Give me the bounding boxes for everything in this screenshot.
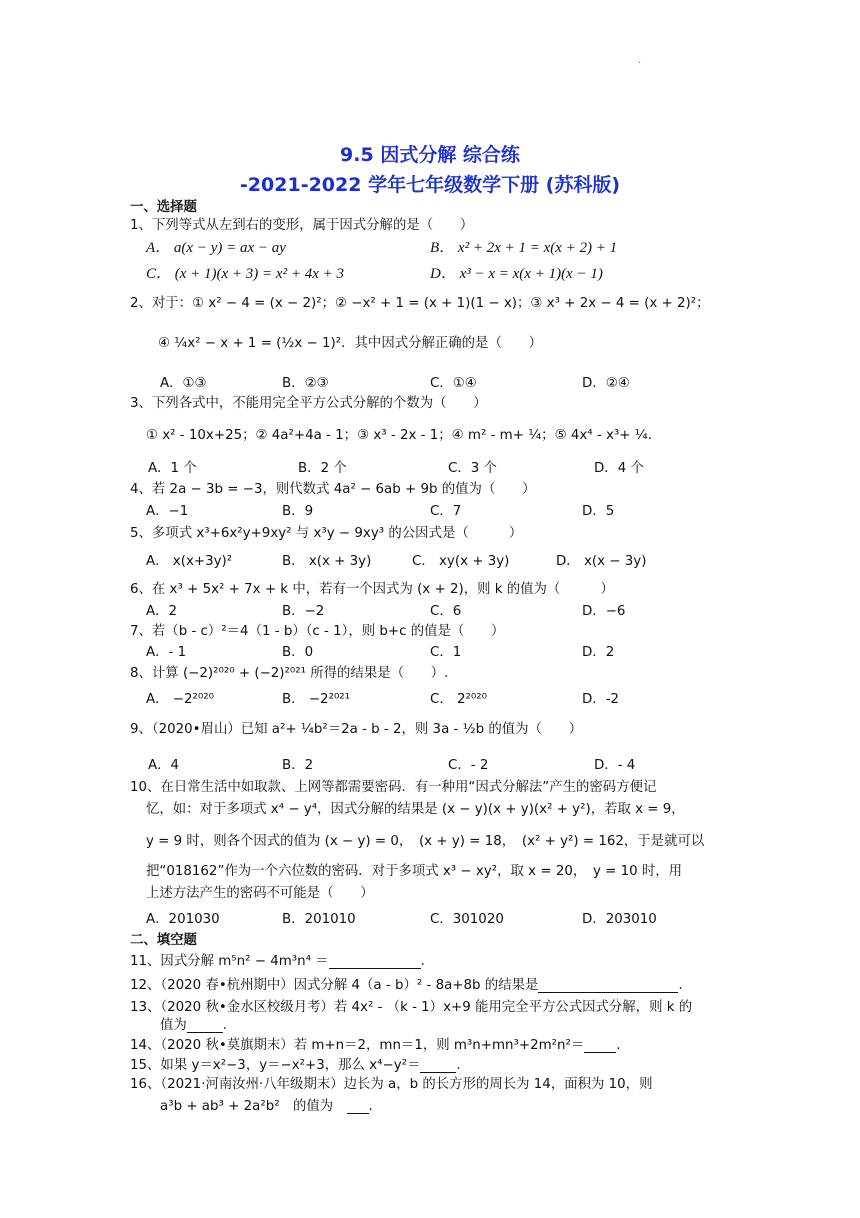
q10-option-d: D．203010 bbox=[582, 912, 657, 927]
q12-answer-blank[interactable] bbox=[538, 992, 678, 993]
q11-stem: 11、因式分解 m⁵n² − 4m³n⁴ ＝ bbox=[130, 954, 329, 969]
q3-stem: 3、下列各式中，不能用完全平方公式分解的个数为（ ） bbox=[130, 396, 487, 411]
title-line-1: 9.5 因式分解 综合练 bbox=[340, 144, 520, 166]
q10-option-b: B．201010 bbox=[282, 912, 356, 927]
q10-line-1: 10、在日常生活中如取款、上网等都需要密码．有一种用“因式分解法”产生的密码方便记 bbox=[130, 780, 657, 795]
q12-line bbox=[130, 974, 683, 993]
q7-option-a: A．- 1 bbox=[146, 645, 187, 660]
q14-period: . bbox=[616, 1038, 621, 1053]
q4-option-d: D．5 bbox=[582, 504, 615, 519]
q1-option-d: D． x³ − x = x(x + 1)(x − 1) bbox=[430, 266, 603, 282]
q5-stem: 5、多项式 x³+6x²y+9xy² 与 x³y − 9xy³ 的公因式是（ ） bbox=[130, 526, 523, 541]
q13-stem-2: 值为 bbox=[160, 1018, 187, 1033]
q4-stem: 4、若 2a − 3b = −3，则代数式 4a² − 6ab + 9b 的值为（ ） bbox=[130, 482, 536, 497]
q8-option-d: D．-2 bbox=[582, 692, 620, 707]
q1-option-a: A． a(x − y) = ax − ay bbox=[146, 240, 286, 256]
q9-option-d: D．- 4 bbox=[594, 758, 636, 773]
q1-stem: 1、下列等式从左到右的变形，属于因式分解的是（ ） bbox=[130, 218, 474, 233]
q2-stem-a: 2、对于：① x² − 4 = (x − 2)²；② −x² + 1 = (x + 1)(1 − x)；③ x³ + 2x − 4 = (x + 2)²； bbox=[130, 296, 710, 311]
title-line-2: -2021-2022 学年七年级数学下册 (苏科版) bbox=[239, 174, 621, 196]
q2-stem-b: ④ ¼x² − x + 1 = (½x − 1)²．其中因式分解正确的是（ ） bbox=[158, 336, 543, 351]
q6-stem: 6、在 x³ + 5x² + 7x + k 中，若有一个因式为 (x + 2)，则 k 的值为（ ） bbox=[130, 582, 614, 597]
q10-option-c: C．301020 bbox=[430, 912, 504, 927]
q7-option-c: C．1 bbox=[430, 645, 462, 660]
q9-option-c: C．- 2 bbox=[448, 758, 489, 773]
q7-option-d: D．2 bbox=[582, 645, 615, 660]
section-choice: 一、选择题 bbox=[130, 200, 197, 215]
q12-stem: 12、（2020 春•杭州期中）因式分解 4（a - b）² - 8a+8b 的结果是 bbox=[130, 978, 539, 993]
q14-line bbox=[130, 1034, 621, 1053]
q11-answer-blank[interactable] bbox=[329, 968, 421, 969]
q8-stem: 8、计算 (−2)²⁰²⁰ + (−2)²⁰²¹ 所得的结果是（ ）. bbox=[130, 666, 449, 681]
q2-option-b: B．②③ bbox=[282, 376, 329, 391]
q2-option-d: D．②④ bbox=[582, 376, 630, 391]
q7-option-b: B．0 bbox=[282, 645, 314, 660]
q3-option-a: A．1 个 bbox=[148, 461, 197, 476]
q10-line-4: 把“018162”作为一个六位数的密码．对于多项式 x³ − xy²，取 x = 20， y = 10 时，用 bbox=[146, 864, 683, 879]
q15-period: . bbox=[456, 1058, 461, 1073]
q3-option-c: C．3 个 bbox=[448, 461, 497, 476]
q16-period: . bbox=[368, 1099, 373, 1114]
q16-line-2 bbox=[160, 1095, 373, 1114]
q15-stem: 15、如果 y＝x²−3，y＝−x²+3，那么 x⁴−y²＝ bbox=[130, 1058, 421, 1073]
q16-line-1: 16、（2021·河南汝州·八年级期末）边长为 a，b 的长方形的周长为 14，面积为 10，则 bbox=[130, 1077, 653, 1092]
q14-answer-blank[interactable] bbox=[584, 1052, 616, 1053]
q10-line-3: y = 9 时，则各个因式的值为 (x − y) = 0， (x + y) = 18， (x² + y²) = 162，于是就可以 bbox=[146, 834, 705, 849]
q13-period: . bbox=[222, 1018, 228, 1033]
q11-line bbox=[130, 950, 425, 969]
q12-period: . bbox=[678, 978, 683, 993]
q15-line bbox=[130, 1054, 461, 1073]
q10-line-5: 上述方法产生的密码不可能是（ ） bbox=[146, 886, 374, 901]
q4-option-c: C．7 bbox=[430, 504, 462, 519]
q5-option-c: C． xy(x + 3y) bbox=[412, 554, 510, 569]
q7-stem: 7、若（b - c）²＝4（1 - b）（c - 1），则 b+c 的值是（ ） bbox=[130, 624, 505, 639]
header-dot: · bbox=[638, 58, 642, 69]
q3-items: ① x² - 10x+25；② 4a²+4a - 1；③ x³ - 2x - 1；④ m² - m+ ¼；⑤ 4x⁴ - x³+ ¼． bbox=[146, 428, 662, 443]
q9-option-a: A．4 bbox=[148, 758, 180, 773]
q8-option-a: A． −2²⁰²⁰ bbox=[146, 692, 215, 707]
section-fill: 二、填空题 bbox=[130, 933, 197, 948]
q1-option-c: C． (x + 1)(x + 3) = x² + 4x + 3 bbox=[146, 266, 344, 282]
q9-option-b: B．2 bbox=[282, 758, 314, 773]
q3-option-d: D．4 个 bbox=[594, 461, 644, 476]
q10-line-2: 忆，如：对于多项式 x⁴ − y⁴，因式分解的结果是 (x − y)(x + y)(x² + y²)，若取 x = 9， bbox=[146, 802, 685, 817]
q13-answer-blank[interactable] bbox=[187, 1032, 223, 1033]
q14-stem: 14、（2020 秋•莫旗期末）若 m+n＝2，mn＝1，则 m³n+mn³+2m²n²＝ bbox=[130, 1038, 585, 1053]
q16-stem-2: a³b + ab³ + 2a²b² 的值为 bbox=[160, 1099, 334, 1114]
q13-line-2 bbox=[160, 1014, 227, 1033]
q1-option-b: B． x² + 2x + 1 = x(x + 2) + 1 bbox=[430, 240, 618, 256]
q6-option-d: D．−6 bbox=[582, 604, 626, 619]
q4-option-a: A．−1 bbox=[146, 504, 189, 519]
q3-option-b: B．2 个 bbox=[298, 461, 347, 476]
q8-option-b: B． −2²⁰²¹ bbox=[282, 692, 351, 707]
q5-option-d: D． x(x − 3y) bbox=[556, 554, 647, 569]
q6-option-c: C．6 bbox=[430, 604, 462, 619]
q11-period: . bbox=[420, 954, 425, 969]
q10-option-a: A．201030 bbox=[146, 912, 220, 927]
q13-line-1: 13、（2020 秋•金水区校级月考）若 4x² - （k - 1）x+9 能用完全平方公式因式分解，则 k 的 bbox=[130, 1000, 693, 1015]
q16-answer-blank[interactable] bbox=[347, 1113, 369, 1114]
q6-option-a: A．2 bbox=[146, 604, 178, 619]
q8-option-c: C． 2²⁰²⁰ bbox=[430, 692, 487, 707]
q5-option-b: B． x(x + 3y) bbox=[282, 554, 372, 569]
q2-option-c: C．①④ bbox=[430, 376, 477, 391]
q9-stem: 9、（2020•眉山）已知 a²+ ¼b²＝2a - b - 2，则 3a - ½b 的值为（ ） bbox=[130, 722, 583, 737]
q4-option-b: B．9 bbox=[282, 504, 314, 519]
q2-option-a: A．①③ bbox=[160, 376, 207, 391]
q5-option-a: A． x(x+3y)² bbox=[146, 554, 233, 569]
q6-option-b: B．−2 bbox=[282, 604, 325, 619]
